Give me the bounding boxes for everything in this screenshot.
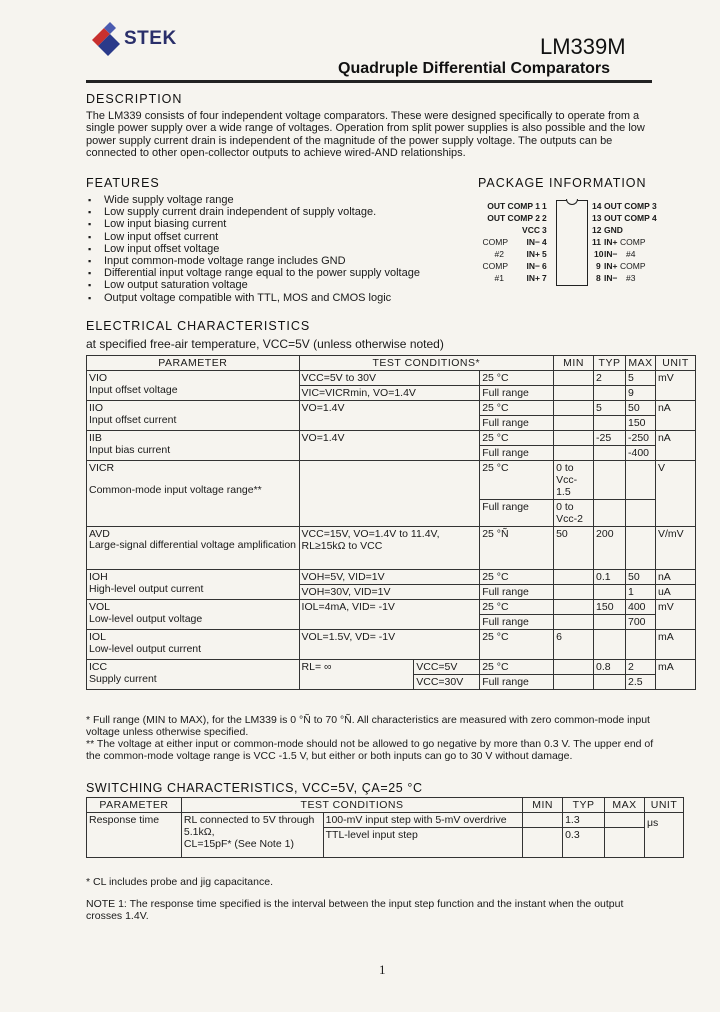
pin-number: 14: [592, 201, 602, 211]
col-header: PARAMETER: [87, 356, 300, 371]
table-row: [87, 630, 696, 660]
max-cell: [625, 527, 655, 570]
test-condition: RL= ∞: [299, 660, 414, 690]
list-item: ▪ Low input offset voltage: [88, 243, 468, 255]
table-header-row: [87, 356, 696, 371]
list-item: ▪ Low supply current drain independent of supply voltage.: [88, 206, 468, 218]
min-cell: [554, 675, 594, 690]
list-item: ▪ Wide supply voltage range: [88, 194, 468, 206]
param-symbol: IIB: [89, 432, 102, 444]
typ-cell: [594, 446, 626, 461]
test-condition: VCC=5V: [414, 660, 480, 675]
min-cell: [523, 813, 563, 828]
max-cell: [625, 500, 655, 527]
max-cell: 5: [625, 371, 655, 386]
min-cell: [554, 500, 594, 527]
unit-cell: mV: [655, 371, 695, 401]
typ-cell: 2: [594, 371, 626, 386]
table-row: [87, 401, 696, 416]
comp-group-label: #2: [494, 249, 504, 259]
max-cell: [625, 461, 655, 500]
pin-label: VCC: [522, 225, 540, 235]
pin-label: IN−: [604, 273, 618, 283]
list-item: ▪ Output voltage compatible with TTL, MOS and CMOS logic: [88, 292, 468, 304]
param-cell: [87, 461, 300, 527]
table-row: [87, 431, 696, 446]
chip-body: [556, 200, 588, 286]
unit-cell: mV: [655, 600, 695, 630]
pin-number: 6: [542, 261, 547, 271]
param-cell: [87, 527, 300, 570]
param-cell: [87, 570, 300, 600]
temp-cell: 25 °C: [480, 401, 554, 416]
note-1: NOTE 1: The response time specified is the interval between the input step function and the instant when the output crosses 1.4V.: [86, 898, 624, 922]
switching-heading: SWITCHING CHARACTERISTICS, VCC=5V, ÇA=25 °C: [86, 781, 423, 795]
max-cell: -400: [625, 446, 655, 461]
col-header: TEST CONDITIONS: [181, 798, 522, 813]
unit-cell: V: [655, 461, 695, 527]
pin-label: OUT COMP 3: [604, 201, 657, 211]
test-condition: [181, 813, 323, 858]
temp-cell: Full range: [480, 615, 554, 630]
pin-label: OUT COMP 2: [487, 213, 540, 223]
electrical-table: [86, 355, 696, 690]
unit-cell: mA: [655, 660, 695, 690]
param-symbol: ICC: [89, 661, 108, 673]
max-cell: 2: [625, 660, 655, 675]
temp-cell: Full range: [480, 585, 554, 600]
pin-label: IN+: [604, 261, 618, 271]
min-cell: 6: [554, 630, 594, 660]
param-cell: [87, 660, 300, 690]
features-heading: FEATURES: [86, 176, 160, 190]
comp-group-label: COMP: [482, 261, 508, 271]
max-cell: 9: [625, 386, 655, 401]
test-condition: VCC=5V to 30V: [299, 371, 480, 386]
col-header: UNIT: [644, 798, 683, 813]
list-item: ▪ Low input biasing current: [88, 218, 468, 230]
temp-cell: Full range: [480, 386, 554, 401]
col-header: TEST CONDITIONS*: [299, 356, 554, 371]
pin-label: IN+: [526, 249, 540, 259]
min-cell: [554, 660, 594, 675]
list-item: ▪ Differential input voltage range equal to the power supply voltage: [88, 267, 468, 279]
capacitance-note: * CL includes probe and jig capacitance.: [86, 876, 273, 888]
param-cell: Response time: [87, 813, 182, 858]
pin-number: 10: [594, 249, 604, 259]
min-cell: [554, 461, 594, 500]
max-cell: 50: [625, 401, 655, 416]
footnote-common-mode: ** The voltage at either input or common-mode should not be allowed to go negative by more than 0.3 V. The upper end of the common-mode voltage range is VCC -1.5 V, but either or both inputs can go to 30 V without damage.: [86, 738, 654, 762]
doc-title: Quadruple Differential Comparators: [338, 60, 611, 77]
unit-cell: nA: [655, 401, 695, 431]
pin-label: IN+: [526, 273, 540, 283]
table-row: [87, 813, 684, 828]
pin-label: OUT COMP 4: [604, 213, 657, 223]
test-condition: VOH=5V, VID=1V: [299, 570, 480, 585]
max-cell: [605, 813, 645, 828]
temp-cell: 25 °C: [480, 630, 554, 660]
min-value: Vcc-1.5: [556, 474, 578, 498]
min-cell: [523, 828, 563, 858]
pin-number: 3: [542, 225, 547, 235]
typ-cell: 200: [594, 527, 626, 570]
test-condition: TTL-level input step: [323, 828, 523, 858]
param-symbol: VIO: [89, 372, 108, 384]
unit-cell: mA: [655, 630, 695, 660]
unit-cell: uA: [655, 585, 695, 600]
pin-label: IN−: [526, 261, 540, 271]
pin-number: 13: [592, 213, 602, 223]
temp-cell: 25 °C: [480, 371, 554, 386]
test-condition: [299, 461, 480, 527]
max-cell: 50: [625, 570, 655, 585]
max-cell: 400: [625, 600, 655, 615]
description-heading: DESCRIPTION: [86, 92, 183, 106]
typ-cell: [594, 500, 626, 527]
table-row: [87, 527, 696, 570]
temp-cell: 25 °C: [480, 600, 554, 615]
table-row: [87, 600, 696, 615]
pin-number: 1: [542, 201, 547, 211]
param-symbol: VICR: [89, 462, 115, 474]
part-number: LM339M: [540, 34, 626, 59]
test-condition: [299, 527, 480, 570]
param-cell: [87, 431, 300, 461]
min-cell: [554, 371, 594, 386]
param-cell: [87, 600, 300, 630]
temp-cell: 25 °C: [480, 461, 554, 500]
typ-cell: 0.1: [594, 570, 626, 585]
max-cell: 2.5: [625, 675, 655, 690]
min-cell: 50: [554, 527, 594, 570]
temp-cell: 25 °C: [480, 570, 554, 585]
temp-cell: Full range: [480, 416, 554, 431]
param-name: Low-level output current: [89, 643, 202, 655]
pin-label: IN−: [604, 249, 618, 259]
pin-number: 4: [542, 237, 547, 247]
max-cell: [625, 630, 655, 660]
pin-number: 5: [542, 249, 547, 259]
test-condition: VIC=VICRmin, VO=1.4V: [299, 386, 480, 401]
typ-cell: 0.3: [563, 828, 605, 858]
max-cell: [605, 828, 645, 858]
test-condition: 100-mV input step with 5-mV overdrive: [323, 813, 523, 828]
unit-cell: nA: [655, 570, 695, 585]
min-cell: [554, 615, 594, 630]
min-cell: [554, 386, 594, 401]
comp-group-label: COMP: [482, 237, 508, 247]
pin-number: 12: [592, 225, 602, 235]
test-condition: VOH=30V, VID=1V: [299, 585, 480, 600]
param-name: Input offset voltage: [89, 384, 178, 396]
param-name: Low-level output voltage: [89, 613, 203, 625]
test-condition-line: 5.1kΩ,: [183, 826, 215, 838]
temp-cell: 25 °C: [480, 431, 554, 446]
min-cell: [554, 431, 594, 446]
col-header: MAX: [605, 798, 645, 813]
param-name: Common-mode input voltage range**: [89, 484, 262, 496]
typ-cell: 1.3: [563, 813, 605, 828]
typ-cell: [594, 386, 626, 401]
temp-cell: Full range: [480, 675, 554, 690]
param-symbol: AVD: [89, 528, 110, 540]
unit-cell: μs: [644, 813, 683, 858]
test-condition-line: VCC=15V, VO=1.4V to 11.4V,: [301, 528, 440, 540]
package-heading: PACKAGE INFORMATION: [478, 176, 647, 190]
col-header: MIN: [554, 356, 594, 371]
test-condition: VO=1.4V: [299, 431, 480, 461]
typ-cell: [594, 585, 626, 600]
min-value: 0 to: [556, 462, 574, 474]
list-item: ▪ Low input offset current: [88, 231, 468, 243]
param-symbol: IOL: [89, 631, 106, 643]
max-cell: 700: [625, 615, 655, 630]
table-header-row: [87, 798, 684, 813]
electrical-subheading: at specified free-air temperature, VCC=5V (unless otherwise noted): [86, 337, 444, 351]
pin-number: 8: [596, 273, 601, 283]
test-condition-line: CL=15pF* (See Note 1): [183, 838, 294, 850]
min-cell: [554, 570, 594, 585]
typ-cell: 150: [594, 600, 626, 615]
comp-group-label: #1: [494, 273, 504, 283]
min-value: 0 to: [556, 501, 574, 513]
typ-cell: [594, 675, 626, 690]
pin-label: IN+: [604, 237, 618, 247]
pin-label: GND: [604, 225, 623, 235]
test-condition-line: RL≥15kΩ to VCC: [301, 540, 383, 552]
test-condition: IOL=4mA, VID= -1V: [299, 600, 480, 630]
typ-cell: [594, 461, 626, 500]
col-header: MIN: [523, 798, 563, 813]
test-condition-line: RL connected to 5V through: [183, 814, 315, 826]
description-text: The LM339 consists of four independent voltage comparators. These were designed specifically to operate from a single power supply over a wide range of voltages. Operation from split power supplies is also possible and the low power supply current drain is independent of the magnitude of the power supply voltage. The outputs can be connected to other open-collector outputs to achieve wired-AND relationships.: [86, 110, 645, 160]
comp-group-label: COMP: [620, 261, 646, 271]
temp-cell: Full range: [480, 446, 554, 461]
comp-group-label: #4: [626, 249, 636, 259]
footnote-full-range: * Full range (MIN to MAX), for the LM339 is 0 °Ñ to 70 °Ñ. All characteristics are measured with zero common-mode input voltage unless otherwise specified.: [86, 714, 650, 738]
max-cell: 1: [625, 585, 655, 600]
param-name: High-level output current: [89, 583, 204, 595]
typ-cell: 0.8: [594, 660, 626, 675]
min-cell: [554, 401, 594, 416]
features-list: [88, 194, 468, 304]
temp-cell: 25 °Ñ: [480, 527, 554, 570]
unit-cell: V/mV: [655, 527, 695, 570]
col-header: PARAMETER: [87, 798, 182, 813]
max-cell: 150: [625, 416, 655, 431]
test-condition: VO=1.4V: [299, 401, 480, 431]
temp-cell: 25 °C: [480, 660, 554, 675]
col-header: MAX: [625, 356, 655, 371]
pin-number: 7: [542, 273, 547, 283]
switching-table: [86, 797, 684, 858]
param-name: Input offset current: [89, 414, 177, 426]
col-header: UNIT: [655, 356, 695, 371]
pin-label: IN−: [526, 237, 540, 247]
param-symbol: IOH: [89, 571, 108, 583]
comp-group-label: COMP: [620, 237, 646, 247]
table-row: [87, 570, 696, 585]
electrical-heading: ELECTRICAL CHARACTERISTICS: [86, 319, 311, 333]
param-name: Supply current: [89, 673, 157, 685]
min-value: Vcc-2: [556, 513, 583, 525]
col-header: TYP: [563, 798, 605, 813]
param-symbol: VOL: [89, 601, 111, 613]
test-condition: VCC=30V: [414, 675, 480, 690]
page-number: 1: [379, 962, 386, 977]
typ-cell: [594, 615, 626, 630]
temp-cell: Full range: [480, 500, 554, 527]
typ-cell: -25: [594, 431, 626, 446]
pin-number: 9: [596, 261, 601, 271]
param-symbol: IIO: [89, 402, 104, 414]
typ-cell: [594, 630, 626, 660]
pin-number: 2: [542, 213, 547, 223]
param-name: Large-signal differential voltage amplification: [89, 539, 297, 551]
test-condition: VOL=1.5V, VD= -1V: [299, 630, 480, 660]
typ-cell: [594, 416, 626, 431]
param-cell: [87, 401, 300, 431]
brand-name: STEK: [124, 28, 177, 49]
min-cell: [554, 600, 594, 615]
package-pinout: [478, 196, 658, 286]
param-name: Input bias current: [89, 444, 171, 456]
list-item: ▪ Low output saturation voltage: [88, 279, 468, 291]
param-cell: [87, 630, 300, 660]
min-cell: [554, 446, 594, 461]
param-cell: [87, 371, 300, 401]
typ-cell: 5: [594, 401, 626, 416]
comp-group-label: #3: [626, 273, 636, 283]
table-row: [87, 371, 696, 386]
list-item: ▪ Input common-mode voltage range includes GND: [88, 255, 468, 267]
unit-cell: nA: [655, 431, 695, 461]
table-row: [87, 660, 696, 675]
pin-number: 11: [592, 237, 601, 247]
min-cell: [554, 585, 594, 600]
col-header: TYP: [594, 356, 626, 371]
max-cell: -250: [625, 431, 655, 446]
pin-label: OUT COMP 1: [487, 201, 540, 211]
min-cell: [554, 416, 594, 431]
table-row: [87, 461, 696, 500]
title-rule: [86, 80, 652, 83]
